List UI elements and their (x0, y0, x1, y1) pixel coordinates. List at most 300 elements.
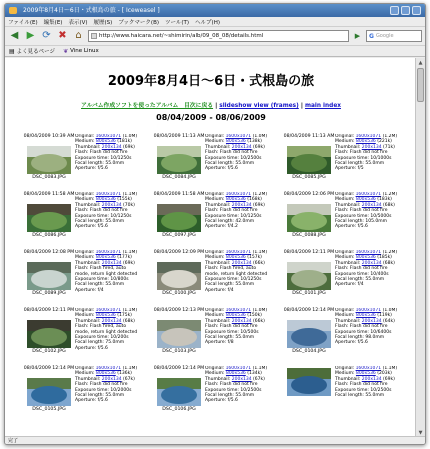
thumbnail-link[interactable]: 200x134 (101, 376, 122, 382)
photo-meta (205, 308, 279, 346)
thumbnail-label: Thumbnail: (205, 318, 231, 324)
thumbnail-label: Thumbnail: (75, 144, 101, 150)
medium-link[interactable]: 800x536 (95, 371, 116, 377)
medium-link[interactable]: 800x536 (95, 197, 116, 203)
medium-label: Medium: (205, 371, 225, 377)
original-label: Original: (335, 250, 355, 255)
exif-line: Flash: Flash did not fire (205, 324, 258, 330)
photo-filename: DSC_0100.JPG (162, 291, 196, 296)
thumbnail-link[interactable]: 200x134 (231, 318, 252, 324)
exif-line: Exposure time: 10/1250s (205, 213, 262, 219)
photo-cell (149, 134, 279, 192)
thumbnail-label: Thumbnail: (205, 202, 231, 208)
medium-size: (177k) (117, 255, 132, 261)
medium-size: (136k) (117, 371, 132, 377)
thumbnail-link[interactable]: 200x134 (231, 260, 252, 266)
exif-line: Exposure time: 10/2500s (205, 387, 262, 393)
exif-line: Aperture: f/8 (205, 340, 234, 346)
exif-line: Focal length: 98.0mm (335, 335, 385, 341)
status-bar (5, 436, 426, 444)
thumbnail-link[interactable]: 200x134 (231, 144, 252, 150)
photo-date: 08/04/2009 12:11 PM (283, 250, 335, 255)
exif-line: Focal length: 42.0mm (205, 219, 255, 225)
exif-line: Exposure time: 10/2500s (205, 155, 262, 161)
exif-line: Flash: Flash did not fire (205, 382, 258, 388)
photo-meta (335, 134, 409, 172)
photo-cell (19, 134, 149, 192)
exif-line: Exposure time: 10/800s (75, 277, 129, 283)
medium-link[interactable]: 800x536 (355, 255, 376, 261)
thumbnail-size: (69k) (253, 202, 265, 208)
original-label: Original: (205, 308, 225, 313)
exif-line: mode, return light detected (75, 329, 138, 335)
exif-line: Flash: Flash did not fire (335, 382, 388, 388)
photo-cell (149, 250, 279, 308)
exif-line: Focal length: 55.0mm (205, 282, 255, 288)
original-link[interactable]: 1600x1071 (225, 250, 252, 255)
bookmarks-toolbar (5, 46, 425, 57)
photo-cell (279, 134, 409, 192)
menu-history[interactable]: 履歴(S) (93, 19, 113, 26)
original-size: (1.1M) (122, 192, 138, 197)
medium-label: Medium: (335, 139, 355, 145)
nav-links (5, 100, 417, 109)
thumbnail-size: (69k) (253, 144, 265, 150)
medium-label: Medium: (205, 139, 225, 145)
exif-line: Flash: Flash did not fire (75, 150, 128, 156)
medium-link[interactable]: 800x536 (95, 313, 116, 319)
exif-line: Aperture: f/5.6 (75, 398, 108, 404)
exif-line: Flash: Flash fired, auto (205, 266, 257, 272)
exif-line: Focal length: 55.0mm (75, 219, 125, 225)
medium-label: Medium: (75, 139, 95, 145)
thumbnail-label: Thumbnail: (335, 202, 361, 208)
menu-file[interactable]: ファイル(E) (8, 19, 38, 26)
photo-thumbnail[interactable] (27, 320, 71, 348)
photo-date: 08/04/2009 12:08 PM (23, 250, 75, 255)
photo-filename: DSC_0085.JPG (292, 175, 326, 180)
original-link[interactable]: 1600x1071 (95, 366, 122, 371)
original-label: Original: (205, 366, 225, 371)
photo-thumbnail[interactable] (157, 146, 201, 174)
photo-date: 08/04/2009 12:11 PM (23, 308, 75, 313)
original-link[interactable]: 1600x1071 (355, 308, 382, 313)
original-link[interactable]: 1600x1071 (355, 134, 382, 139)
thumbnail-label: Thumbnail: (205, 376, 231, 382)
thumbnail-link[interactable]: 200x134 (231, 202, 252, 208)
exif-line: Aperture: f/4.2 (205, 224, 238, 230)
thumbnail-size: (71k) (383, 144, 395, 150)
exif-line: Aperture: f/4 (335, 282, 364, 288)
exif-line: Exposure time: 10/1000s (335, 155, 392, 161)
thumbnail-size: (66k) (253, 260, 265, 266)
photo-cell (19, 308, 149, 366)
photo-meta (205, 250, 279, 293)
exif-line: Exposure time: 10/1250s (205, 277, 262, 283)
thumbnail-label: Thumbnail: (75, 318, 101, 324)
exif-line: Focal length: 55.0mm (205, 335, 255, 341)
photo-row (19, 192, 409, 250)
address-bar[interactable] (88, 30, 349, 42)
original-size: (1.1M) (122, 250, 138, 255)
exif-line: Focal length: 55.0mm (75, 282, 125, 288)
url-input[interactable] (99, 33, 348, 39)
exif-line: Focal length: 55.0mm (335, 393, 385, 399)
photo-date: 08/04/2009 10:39 AM (23, 134, 75, 139)
photo-thumbnail[interactable] (287, 262, 331, 290)
exif-line: Exposure time: 10/6400s (335, 329, 392, 335)
thumbnail-size: (68k) (383, 202, 395, 208)
photo-filename: DSC_0104.JPG (292, 349, 326, 354)
photo-date: 08/04/2009 12:13 PM (153, 308, 205, 313)
original-label: Original: (75, 192, 95, 197)
thumbnail-label: Thumbnail: (75, 376, 101, 382)
exif-line: Aperture: f/4 (75, 287, 104, 293)
photo-date: 08/04/2009 11:13 AM (153, 134, 205, 139)
photo-cell (279, 366, 409, 424)
photo-filename: DSC_0105.JPG (32, 407, 66, 412)
medium-link[interactable]: 800x536 (355, 371, 376, 377)
thumbnail-label: Thumbnail: (335, 318, 361, 324)
medium-link[interactable]: 800x536 (355, 313, 376, 319)
menu-bookmarks[interactable]: ブックマーク(B) (118, 19, 159, 26)
photo-cell (149, 308, 279, 366)
navigation-toolbar (5, 27, 425, 46)
medium-label: Medium: (335, 313, 355, 319)
original-link[interactable]: 1600x1071 (225, 366, 252, 371)
thumbnail-label: Thumbnail: (335, 376, 361, 382)
original-size: (1.1M) (122, 308, 138, 313)
exif-line: Flash: Flash did not fire (335, 208, 388, 214)
medium-size: (134k) (247, 371, 262, 377)
bookmark-label: Vine Linux (70, 48, 99, 54)
menu-tools[interactable]: ツール(T) (165, 19, 190, 26)
photo-grid (19, 134, 409, 424)
photo-thumbnail[interactable] (27, 378, 71, 406)
folder-icon: ▤ (9, 47, 15, 55)
photo-filename: DSC_0083.JPG (32, 175, 66, 180)
exif-line: Flash: Flash did not fire (335, 150, 388, 156)
exif-line: Exposure time: 10/200s (75, 335, 129, 341)
thumbnail-link[interactable]: 200x134 (101, 260, 122, 266)
bookmark-vine-linux[interactable] (63, 48, 99, 55)
medium-link[interactable]: 800x536 (95, 255, 116, 261)
medium-size: (183k) (377, 197, 392, 203)
thumbnail-size: (66k) (253, 318, 265, 324)
medium-size: (150k) (247, 313, 262, 319)
thumbnail-size: (67k) (253, 376, 265, 382)
link-separator: | (215, 103, 218, 109)
thumbnail-size: (69k) (123, 144, 135, 150)
photo-thumbnail[interactable] (27, 204, 71, 232)
photo-cell (279, 250, 409, 308)
photo-cell (279, 192, 409, 250)
photo-meta (335, 192, 409, 230)
medium-size: (119k) (377, 313, 392, 319)
original-size: (1.0M) (252, 308, 268, 313)
medium-size: (157k) (247, 255, 262, 261)
link-separator: | (300, 103, 303, 109)
original-label: Original: (205, 134, 225, 139)
original-label: Original: (335, 366, 355, 371)
photo-date: 08/04/2009 11:58 AM (153, 192, 205, 197)
search-placeholder: Google (375, 33, 394, 39)
photo-row (19, 134, 409, 192)
page-content (5, 58, 417, 438)
photo-thumbnail[interactable] (287, 320, 331, 348)
medium-link[interactable]: 800x536 (355, 139, 376, 145)
exif-line: Focal length: 55.0mm (205, 393, 255, 399)
exif-line: Aperture: f/5.6 (75, 166, 108, 172)
original-label: Original: (335, 308, 355, 313)
thumbnail-label: Thumbnail: (335, 260, 361, 266)
thumbnail-size: (69k) (123, 260, 135, 266)
medium-link[interactable]: 800x536 (225, 313, 246, 319)
photo-date: 08/04/2009 12:14 PM (283, 308, 335, 313)
window-title: 2009年8月4日〜6日・式根島の旅 - [ Iceweasel ] (23, 7, 160, 14)
original-label: Original: (75, 134, 95, 139)
medium-label: Medium: (205, 255, 225, 261)
maximize-button[interactable] (401, 6, 410, 15)
photo-filename: DSC_0103.JPG (162, 349, 196, 354)
exif-line: Flash: Flash fired, auto (75, 266, 127, 272)
original-size: (1.0M) (382, 308, 398, 313)
exif-line: Focal length: 55.0mm (75, 161, 125, 167)
date-range: 08/04/2009 - 08/06/2009 (156, 113, 266, 122)
original-size: (1.2M) (382, 192, 398, 197)
original-size: (1.0M) (252, 134, 268, 139)
exif-line: Focal length: 55.0mm (335, 277, 385, 283)
thumbnail-label: Thumbnail: (205, 144, 231, 150)
menu-help[interactable]: ヘルプ(H) (195, 19, 220, 26)
medium-size: (138k) (247, 139, 262, 145)
medium-label: Medium: (205, 197, 225, 203)
status-text: 完了 (8, 438, 19, 444)
scroll-up-icon[interactable]: ▲ (418, 60, 423, 66)
photo-cell (149, 192, 279, 250)
thumbnail-link[interactable]: 200x134 (101, 144, 122, 150)
thumbnail-link[interactable]: 200x134 (361, 144, 382, 150)
thumbnail-link[interactable]: 200x134 (361, 318, 382, 324)
original-size: (1.1M) (382, 366, 398, 371)
page-title: 2009年8月4日〜6日・式根島の旅 (107, 74, 315, 89)
exif-line: Flash: Flash did not fire (75, 382, 128, 388)
scrollbar-thumb[interactable] (417, 68, 424, 102)
original-link[interactable]: 1600x1071 (95, 308, 122, 313)
photo-filename: DSC_0084.JPG (162, 175, 196, 180)
medium-size: (203k) (377, 371, 392, 377)
photo-filename: DSC_0089.JPG (32, 291, 66, 296)
photo-meta (75, 250, 149, 293)
exif-line: Exposure time: 10/2000s (75, 387, 132, 393)
thumbnail-size: (64k) (383, 318, 395, 324)
original-size: (1.1M) (252, 366, 268, 371)
original-label: Original: (75, 366, 95, 371)
exif-line: Flash: Flash did not fire (205, 208, 258, 214)
medium-link[interactable]: 800x536 (225, 139, 246, 145)
medium-size: (181k) (117, 139, 132, 145)
medium-label: Medium: (335, 197, 355, 203)
original-size: (1.0M) (122, 134, 138, 139)
photo-thumbnail[interactable] (287, 146, 331, 174)
app-icon (9, 7, 17, 14)
thumbnail-label: Thumbnail: (335, 144, 361, 150)
thumbnail-label: Thumbnail: (205, 260, 231, 266)
original-link[interactable]: 1600x1071 (95, 250, 122, 255)
original-label: Original: (75, 250, 95, 255)
photo-meta (75, 134, 149, 172)
thumbnail-link[interactable]: 200x134 (101, 202, 122, 208)
photo-filename: DSC_0088.JPG (292, 233, 326, 238)
medium-link[interactable]: 800x536 (225, 255, 246, 261)
menu-edit[interactable]: 編集(E) (43, 19, 63, 26)
photo-filename: DSC_0101.JPG (292, 291, 326, 296)
thumbnail-label: Thumbnail: (75, 260, 101, 266)
bookmark-label: よく見るページ (16, 49, 56, 55)
reload-icon[interactable]: ⟳ (42, 30, 51, 41)
photo-filename: DSC_0102.JPG (32, 349, 66, 354)
exif-line: mode, return light detected (75, 271, 138, 277)
exif-line: Aperture: f/4 (205, 287, 234, 293)
thumbnail-size: (67k) (123, 376, 135, 382)
search-box[interactable] (366, 30, 422, 42)
medium-label: Medium: (75, 371, 95, 377)
medium-link[interactable]: 800x536 (225, 197, 246, 203)
exif-line: Exposure time: 10/400s (335, 271, 389, 277)
medium-size: (155k) (117, 197, 132, 203)
bookmark-frequent[interactable] (9, 47, 55, 55)
photo-thumbnail[interactable] (157, 320, 201, 348)
original-link[interactable]: 1600x1071 (225, 308, 252, 313)
exif-line: Aperture: f/5.6 (75, 345, 108, 351)
photo-date: 08/04/2009 11:58 AM (23, 192, 75, 197)
photo-meta (335, 250, 409, 288)
exif-line: Aperture: f/5 (335, 166, 364, 172)
exif-line: Aperture: f/5.6 (205, 166, 238, 172)
medium-link[interactable]: 800x536 (355, 197, 376, 203)
main-index-link[interactable]: main index (304, 103, 341, 109)
home-icon[interactable]: ⌂ (75, 30, 82, 41)
photo-meta (75, 308, 149, 351)
medium-link[interactable]: 800x536 (225, 371, 246, 377)
photo-cell (19, 250, 149, 308)
medium-size: (168k) (247, 197, 262, 203)
photo-row (19, 366, 409, 424)
medium-label: Medium: (75, 313, 95, 319)
photo-thumbnail[interactable] (157, 378, 201, 406)
exif-line: mode, return light detected (205, 271, 268, 277)
photo-meta (205, 366, 279, 404)
photo-filename: DSC_0097.JPG (162, 233, 196, 238)
photo-date: 08/04/2009 12:14 PM (153, 366, 205, 371)
photo-meta (335, 308, 409, 346)
menu-view[interactable]: 表示(V) (68, 19, 88, 26)
medium-size: (175k) (117, 313, 132, 319)
thumbnail-link[interactable]: 200x134 (361, 202, 382, 208)
exif-line: Aperture: f/5.6 (335, 340, 368, 346)
original-link[interactable]: 1600x1071 (355, 366, 382, 371)
photo-cell (19, 366, 149, 424)
original-size: (1.2M) (382, 250, 398, 255)
exif-line: Focal length: 75.0mm (75, 340, 125, 346)
scrollbar[interactable] (415, 58, 425, 438)
forward-icon[interactable]: ▶ (26, 30, 35, 41)
stop-icon[interactable]: ✖ (58, 30, 67, 41)
original-link[interactable]: 1600x1071 (225, 192, 252, 197)
thumbnail-size: (68k) (123, 318, 135, 324)
original-link[interactable]: 1600x1071 (355, 192, 382, 197)
photo-thumbnail[interactable] (157, 262, 201, 290)
exif-line: Focal length: 55.0mm (75, 393, 125, 399)
back-icon[interactable]: ◀ (10, 30, 19, 41)
album-index-link[interactable]: アルバム作成ソフトを使ったアルバム 目次に戻る (81, 103, 214, 109)
thumbnail-size: (69k) (383, 376, 395, 382)
exif-line: Exposure time: 10/1250s (75, 155, 132, 161)
original-size: (1.1M) (122, 366, 138, 371)
thumbnail-size: (70k) (123, 202, 135, 208)
medium-label: Medium: (335, 371, 355, 377)
photo-thumbnail[interactable] (287, 204, 331, 232)
thumbnail-link[interactable]: 200x134 (231, 376, 252, 382)
title-bar (5, 4, 425, 17)
original-label: Original: (205, 250, 225, 255)
original-link[interactable]: 1600x1071 (355, 250, 382, 255)
go-icon[interactable]: ▶ (354, 32, 361, 40)
close-button[interactable] (412, 6, 421, 15)
medium-label: Medium: (335, 255, 355, 261)
photo-thumbnail[interactable] (27, 146, 71, 174)
exif-line: Aperture: f/5.6 (75, 224, 108, 230)
original-link[interactable]: 1600x1071 (95, 192, 122, 197)
thumbnail-link[interactable]: 200x134 (361, 260, 382, 266)
photo-cell (149, 366, 279, 424)
slideshow-link[interactable]: slideshow view (frames) (219, 103, 299, 109)
photo-filename: DSC_0086.JPG (32, 233, 66, 238)
minimize-button[interactable] (390, 6, 399, 15)
original-link[interactable]: 1600x1071 (95, 134, 122, 139)
medium-size: (221k) (377, 139, 392, 145)
photo-thumbnail[interactable] (157, 204, 201, 232)
photo-thumbnail[interactable] (287, 368, 331, 396)
photo-row (19, 308, 409, 366)
exif-line: Aperture: f/5.6 (205, 398, 238, 404)
photo-meta (205, 192, 279, 230)
photo-meta (75, 366, 149, 404)
browser-window (4, 3, 426, 445)
thumbnail-size: (68k) (383, 260, 395, 266)
exif-line: Exposure time: 10/2500s (335, 387, 392, 393)
exif-line: Flash: Flash did not fire (335, 266, 388, 272)
google-icon: G (369, 32, 374, 40)
thumbnail-link[interactable]: 200x134 (361, 376, 382, 382)
original-size: (1.2M) (382, 134, 398, 139)
exif-line: Exposure time: 10/5000s (335, 213, 392, 219)
exif-line: Exposure time: 10/500s (205, 329, 259, 335)
scroll-down-icon[interactable]: ▼ (418, 430, 423, 436)
thumbnail-link[interactable]: 200x134 (101, 318, 122, 324)
exif-line: Flash: Flash did not fire (75, 208, 128, 214)
exif-line: Focal length: 55.0mm (205, 161, 255, 167)
original-link[interactable]: 1600x1071 (225, 134, 252, 139)
thumbnail-label: Thumbnail: (75, 202, 101, 208)
photo-thumbnail[interactable] (27, 262, 71, 290)
original-label: Original: (335, 134, 355, 139)
exif-line: Focal length: 105.0mm (335, 219, 388, 225)
medium-link[interactable]: 800x536 (95, 139, 116, 145)
exif-line: Flash: Flash fired, auto (75, 324, 127, 330)
photo-date: 08/04/2009 11:13 AM (283, 134, 335, 139)
medium-size: (185k) (377, 255, 392, 261)
